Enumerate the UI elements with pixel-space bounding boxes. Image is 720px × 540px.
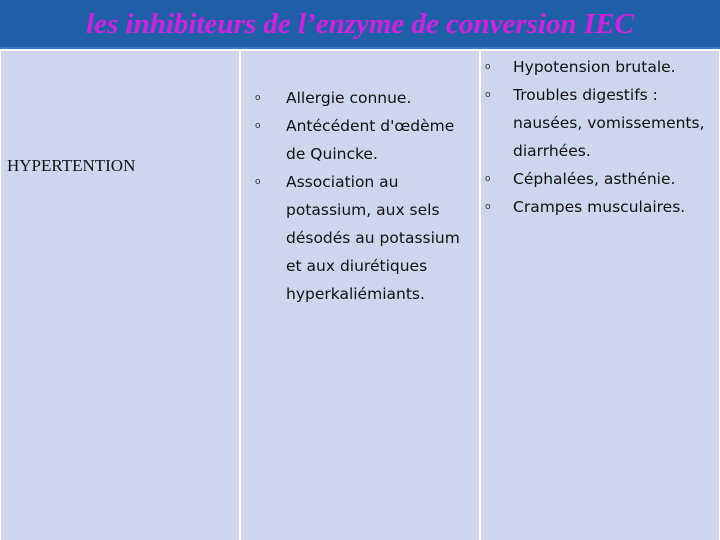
list-item: [481, 53, 717, 81]
content-table: [0, 51, 720, 540]
list-item: [255, 84, 471, 112]
bullet-icon: o: [485, 202, 491, 212]
contraindications-list: [255, 84, 471, 308]
list-item-text: Céphalées, asthénie.: [513, 170, 676, 188]
list-item: [255, 168, 471, 308]
list-item-text: Allergie connue.: [286, 89, 412, 107]
table-cell-side-effects: [481, 51, 719, 540]
side-effects-list: [481, 53, 717, 221]
list-item: [481, 193, 717, 221]
list-item: [255, 112, 471, 168]
title-bar: [0, 0, 720, 49]
table-cell-contraindications: [241, 51, 479, 540]
list-item-text: Association au potassium, aux sels désodés au potassium et aux diurétiques hyperkaliémiants.: [286, 173, 460, 303]
list-item-text: Antécédent d'œdème de Quincke.: [286, 117, 455, 163]
list-item: [481, 81, 717, 165]
condition-label: HYPERTENTION: [7, 156, 136, 175]
list-item-text: Crampes musculaires.: [513, 198, 686, 216]
list-item-text: Troubles digestifs : nausées, vomissements, diarrhées.: [513, 86, 705, 160]
bullet-icon: o: [485, 174, 491, 184]
bullet-icon: o: [485, 90, 491, 100]
bullet-icon: o: [255, 177, 261, 187]
list-item-text: Hypotension brutale.: [513, 58, 676, 76]
list-item: [481, 165, 717, 193]
bullet-icon: o: [255, 121, 261, 131]
bullet-icon: o: [255, 93, 261, 103]
table-cell-condition: [1, 51, 239, 540]
slide-title: les inhibiteurs de l’enzyme de conversion IEC: [86, 8, 634, 40]
bullet-icon: o: [485, 62, 491, 72]
